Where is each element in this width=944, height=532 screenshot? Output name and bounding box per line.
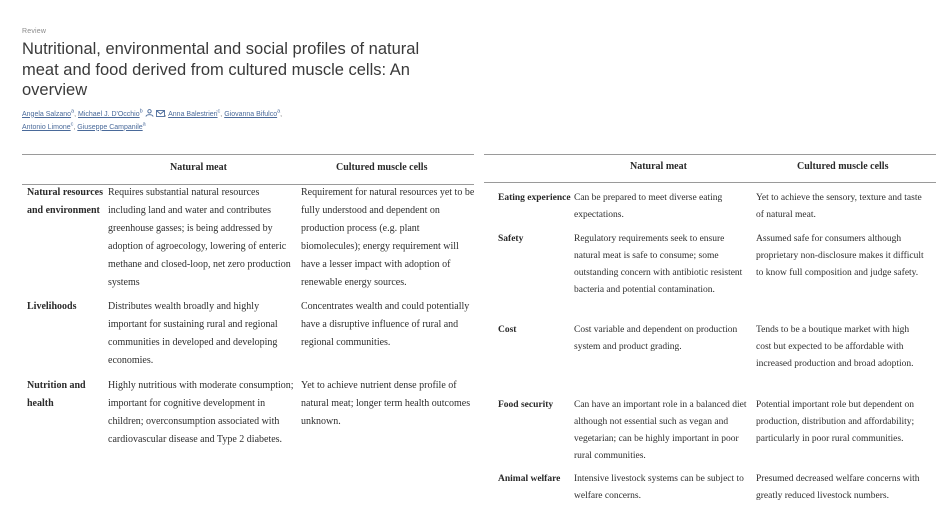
cultured-cells-cell: Assumed safe for consumers although proprietary non-disclosure makes it difficult to know full composition and judge safety. [756, 234, 924, 278]
affiliation-sup: c [217, 108, 221, 115]
natural-meat-cell: Intensive livestock systems can be subject to welfare concerns. [574, 474, 744, 501]
column-header-natural-meat: Natural meat [170, 162, 227, 173]
table-top-rule [484, 154, 936, 155]
author-list [22, 109, 442, 134]
row-label: Nutrition and health [27, 380, 86, 409]
comparison-table-right [484, 154, 936, 524]
natural-meat-cell: Distributes wealth broadly and highly important for sustaining rural and regional communities in developed and developing economies. [108, 301, 278, 366]
affiliation-sup: a [277, 108, 281, 115]
cultured-cells-cell: Requirement for natural resources yet to be fully understood and dependent on production process (e.g. plant biomolecules); energy requirement will have a lesser impact with adoption of renewable energy sources. [301, 187, 475, 288]
separator: , [280, 110, 283, 118]
cultured-cells-cell: Yet to achieve nutrient dense profile of natural meat; longer term health outcomes unknown. [301, 380, 471, 427]
author-link[interactable]: Giuseppe Campanile [77, 123, 143, 131]
article-header [22, 28, 442, 134]
natural-meat-cell: Cost variable and dependent on production system and product grading. [574, 325, 738, 352]
row-label: Natural resources and environment [27, 187, 104, 216]
natural-meat-cell: Highly nutritious with moderate consumption; important for cognitive development in children; overconsumption associated with cardiovascular disease and Type 2 diabetes. [108, 380, 294, 445]
row-label: Eating experience [498, 193, 571, 203]
cultured-cells-cell: Tends to be a boutique market with high cost but expected to be affordable with increased production and broad adoption. [756, 325, 914, 369]
column-header-cultured-cells: Cultured muscle cells [797, 161, 889, 172]
row-label: Safety [498, 234, 524, 244]
author-link[interactable]: Antonio Limone [22, 123, 71, 131]
affiliation-sup: a [71, 108, 75, 115]
column-header-natural-meat: Natural meat [630, 161, 687, 172]
cultured-cells-cell: Yet to achieve the sensory, texture and taste of natural meat. [756, 193, 922, 220]
author-link[interactable]: Anna Balestrieri [168, 110, 218, 118]
separator: , [73, 123, 78, 131]
natural-meat-cell: Regulatory requirements seek to ensure natural meat is safe to consume; some outstanding concern with antibiotic resistent bacteria and potential contamination. [574, 234, 743, 295]
cultured-cells-cell: Potential important role but dependent on production, distribution and affordability; particularly in poor rural communities. [756, 400, 915, 444]
natural-meat-cell: Can be prepared to meet diverse eating expectations. [574, 193, 723, 220]
separator: , [164, 110, 169, 118]
email-icon[interactable] [156, 110, 165, 122]
row-label: Livelihoods [27, 301, 77, 312]
affiliation-sup: a [142, 121, 146, 128]
author-link[interactable]: Michael J. D'Occhio [78, 110, 140, 118]
affiliation-sup: c [70, 121, 74, 128]
column-header-cultured-cells: Cultured muscle cells [336, 162, 428, 173]
author-line-1 [22, 109, 442, 122]
author-line-2 [22, 122, 442, 134]
table-top-rule [22, 154, 474, 155]
comparison-table-left [22, 154, 474, 524]
row-label: Cost [498, 325, 517, 335]
natural-meat-cell: Can have an important role in a balanced diet although not essential such as vegan and vegetarian; can be highly important in poor rural communities. [574, 400, 747, 461]
author-link[interactable]: Angela Salzano [22, 110, 72, 118]
row-label: Food security [498, 400, 554, 410]
cultured-cells-cell: Presumed decreased welfare concerns with greatly reduced livestock numbers. [756, 474, 920, 501]
affiliation-sup: b [139, 108, 143, 115]
separator: , [74, 110, 78, 118]
article-type-label: Review [22, 28, 47, 35]
cultured-cells-cell: Concentrates wealth and could potentially have a disruptive influence of rural and regional communities. [301, 301, 470, 348]
header-rule [484, 182, 936, 183]
row-label: Animal welfare [498, 474, 561, 484]
person-icon[interactable] [145, 109, 154, 122]
paper-title: Nutritional, environmental and social profiles of natural meat and food derived from cultured muscle cells: An overview [22, 40, 420, 99]
separator: , [220, 110, 225, 118]
author-link[interactable]: Giovanna Bifulco [224, 110, 278, 118]
natural-meat-cell: Requires substantial natural resources including land and water and contributes greenhouse gasses; is being addressed by adoption of agroecology, lowering of enteric methane and closed-loop, net zero production systems [108, 187, 291, 288]
